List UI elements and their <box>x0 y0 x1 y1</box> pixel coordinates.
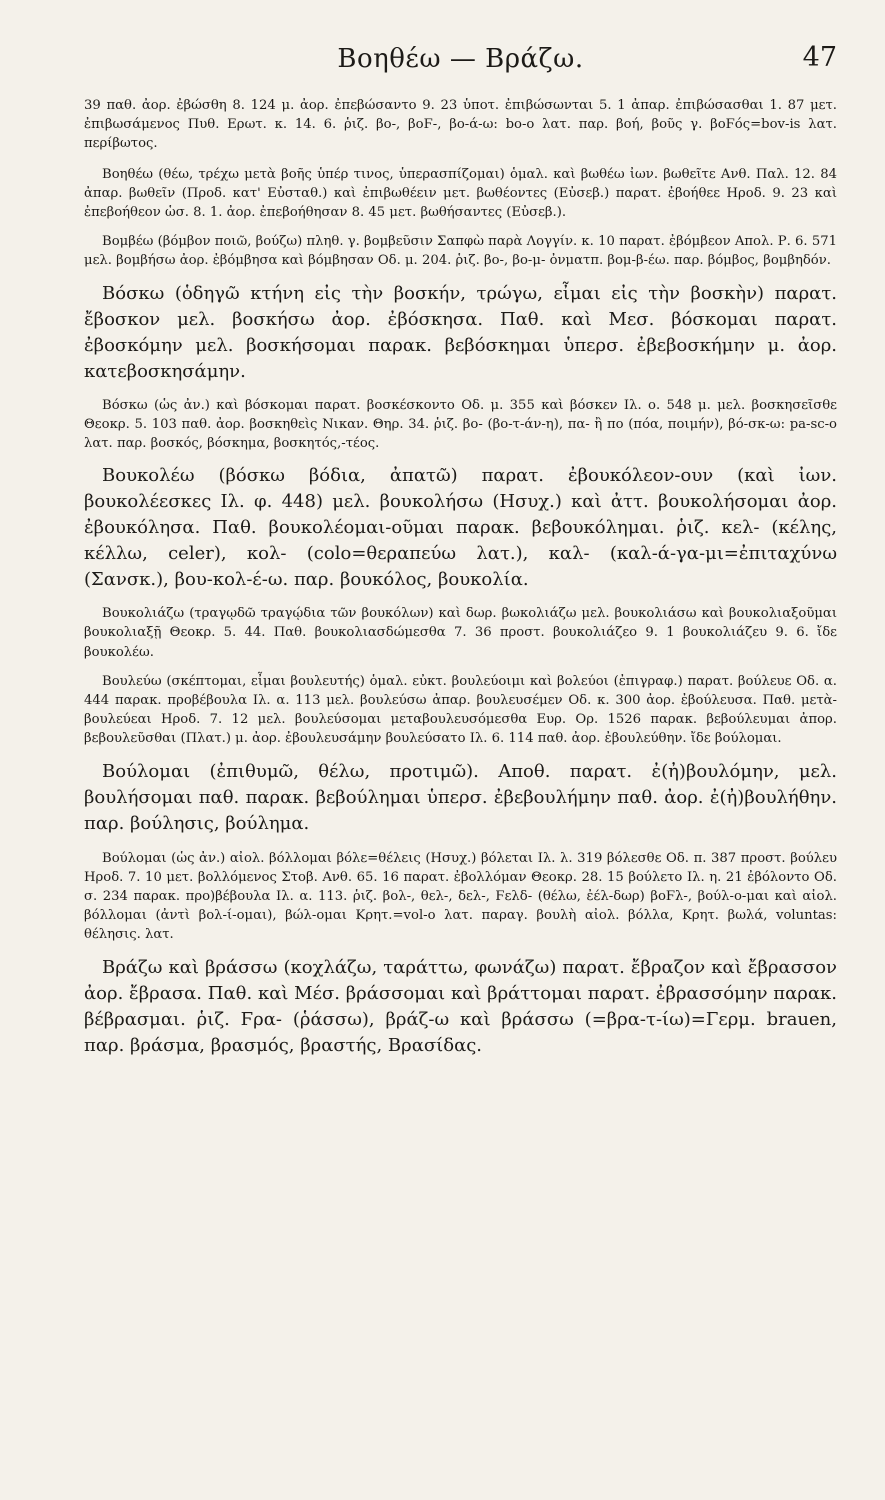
entry-bosko-main: Βόσκω (ὁδηγῶ κτήνη εἰς τὴν βοσκήν, τρώγω, εἶμαι εἰς τὴν βοσκὴν) παρατ. ἔβοσκον μελ. βοσκήσω ἀορ. ἐβόσκησα. Παθ. καὶ Μεσ. βόσκομαι παρατ. ἐβοσκόμην μελ. βοσκήσομαι παρακ. βεβόσκημαι ὑπερσ. ἐβεβοσκήμην μ. ἀορ. κατεβοσκησάμην. <box>84 282 837 382</box>
entry-boulomai-dialect: Βούλομαι (ὡς ἀν.) αἰολ. βόλλομαι βόλε=θέλεις (Ησυχ.) βόλεται Ιλ. λ. 319 βόλεσθε Οδ. π. 387 προστ. βούλευ Ηροδ. 7. 10 μετ. βολλόμενος Στοβ. Ανθ. 65. 16 παρατ. ἐβολλόμαν Θεοκρ. 28. 15 βούλετο Ιλ. η. 21 ἐβόλοντο Οδ. σ. 234 παρακ. προ)βέβουλα Ιλ. α. 113. ῥιζ. βολ-, θελ-, δελ-, Ϝελδ- (θέλω, ἐέλ-δωρ) βοϜλ-, βούλ-ο-μαι καὶ αἰολ. βόλλομαι (ἀντὶ βολ-ί-ομαι), βώλ-ομαι Κρητ.=vol-o λατ. παραγ. βουλὴ αἰολ. βόλλα, Κρητ. βωλά, voluntas: θέλησις. λατ. <box>84 850 837 943</box>
entry-boukoliazo: Βουκολιάζω (τραγῳδῶ τραγῴδια τῶν βουκόλων) καὶ δωρ. βωκολιάζω μελ. βουκολιάσω καὶ βουκολιαξοῦμαι βουκολιαξῇ Θεοκρ. 5. 44. Παθ. βουκολιασδώμεσθα 7. 36 προστ. βουκολιάζεο 9. 1 βουκολιάζευ 9. 6. ἴδε βουκολέω. <box>84 606 837 660</box>
entry-boetheo: Βοηθέω (θέω, τρέχω μετὰ βοῆς ὑπέρ τινος, ὑπερασπίζομαι) ὁμαλ. καὶ βωθέω ἰων. βωθεῖτε Ανθ. Παλ. 12. 84 ἀπαρ. βωθεῖν (Προδ. κατ' Εὐσταθ.) καὶ ἐπιβωθέειν μετ. βωθέοντες (Εὐσεβ.) παρατ. ἐβοήθεε Ηροδ. 9. 23 καὶ ἐπεβοήθεον ὡσ. 8. 1. ἀορ. ἐπεβοήθησαν 8. 45 μετ. βωθήσαντες (Εὐσεβ.). <box>84 166 837 221</box>
page-number: 47 <box>802 42 837 73</box>
entry-bombeo: Βομβέω (βόμβον ποιῶ, βούζω) πληθ. γ. βομβεῦσιν Σαπφὼ παρὰ Λογγίν. κ. 10 παρατ. ἐβόμβεον Απολ. Ρ. 6. 571 μελ. βομβήσω ἀορ. ἐβόμβησα καὶ βόμβησαν Οδ. μ. 204. ῥιζ. βο-, βο-μ- ὀνματπ. βομ-β-έω. παρ. βόμβος, βομβηδόν. <box>84 234 837 269</box>
entry-bosko-dialect: Βόσκω (ὡς ἀν.) καὶ βόσκομαι παρατ. βοσκέσκοντο Οδ. μ. 355 καὶ βόσκεν Ιλ. ο. 548 μ. μελ. βοσκησεῖσθε Θεοκρ. 5. 103 παθ. ἀορ. βοσκηθεὶς Νικαν. Θηρ. 34. ῥιζ. βο- (βο-τ-άν-η), πα- ἢ πο (πόα, ποιμήν), βό-σκ-ω: pa-sc-o λατ. παρ. βοσκός, βόσκημα, βοσκητός,-τέος. <box>84 397 837 452</box>
entry-bouleuo: Βουλεύω (σκέπτομαι, εἶμαι βουλευτής) ὁμαλ. εὐκτ. βουλεύοιμι καὶ βολεύοι (ἐπιγραφ.) παρατ. βούλευε Οδ. α. 444 παρακ. προβέβουλα Ιλ. α. 113 μελ. βουλεύσω ἀπαρ. βουλευσέμεν Οδ. κ. 300 ἀορ. ἐβούλευσα. Παθ. μετὰ-βουλεύεαι Ηροδ. 7. 12 μελ. βουλεύσομαι μεταβουλευσόμεσθα Ευρ. Ορ. 1526 παρακ. βεβούλευμαι ἀπορ. βεβουλεῦσθαι (Πλατ.) μ. ἀορ. ἐβουλευσάμην βουλεύσατο Ιλ. 6. 114 παθ. ἀορ. ἐβουλεύθην. ἴδε βούλομαι. <box>84 673 837 747</box>
entry-brazo: Βράζω καὶ βράσσω (κοχλάζω, ταράττω, φωνάζω) παρατ. ἔβραζον καὶ ἔβρασσον ἀορ. ἔβρασα. Παθ. καὶ Μέσ. βράσσομαι καὶ βράττομαι παρατ. ἐβρασσόμην παρακ. βέβρασμαι. ῥιζ. Ϝρα- (ῥάσσω), βράζ-ω καὶ βράσσω (=βρα-τ-ίω)=Γερμ. brauen, παρ. βράσμα, βρασμός, βραστής, Βρασίδας. <box>84 956 837 1056</box>
entry-continuation: 39 παθ. ἀορ. ἐβώσθη 8. 124 μ. ἀορ. ἐπεβώσαντο 9. 23 ὑποτ. ἐπιβώσωνται 5. 1 ἀπαρ. ἐπιβώσασθαι 1. 87 μετ. ἐπιβωσάμενος Πυθ. Ερωτ. κ. 14. 6. ῥιζ. βο-, βοϜ-, βο-ά-ω: bo-o λατ. παρ. βοή, βοῦς γ. βοϜός=bov-is λατ. περίβωτος. <box>84 98 837 152</box>
entry-boulomai-main: Βούλομαι (ἐπιθυμῶ, θέλω, προτιμῶ). Αποθ. παρατ. ἐ(ἠ)βουλόμην, μελ. βουλήσομαι παθ. παρακ. βεβούλημαι ὑπερσ. ἐβεβουλήμην παθ. ἀορ. ἐ(ἠ)βουλήθην. παρ. βούλησις, βούλημα. <box>84 760 837 834</box>
page-header <box>84 36 837 96</box>
entries-column <box>84 96 837 1059</box>
entry-boukoleo: Βουκολέω (βόσκω βόδια, ἀπατῶ) παρατ. ἐβουκόλεον-ουν (καὶ ἰων. βουκολέεσκες Ιλ. φ. 448) μελ. βουκολήσω (Ησυχ.) καὶ ἀττ. βουκολήσομαι ἀορ. ἐβουκόλησα. Παθ. βουκολέομαι-οῦμαι παρακ. βεβουκόλημαι. ῥιζ. κελ- (κέλης, κέλλω, celer), κολ- (colo=θεραπεύω λατ.), καλ- (καλ-ά-γα-μι=ἐπιταχύνω (Σανσκ.), βου-κολ-έ-ω. παρ. βουκόλος, βουκολία. <box>84 465 837 591</box>
running-head: Βοηθέω — Βράζω. <box>337 44 584 74</box>
